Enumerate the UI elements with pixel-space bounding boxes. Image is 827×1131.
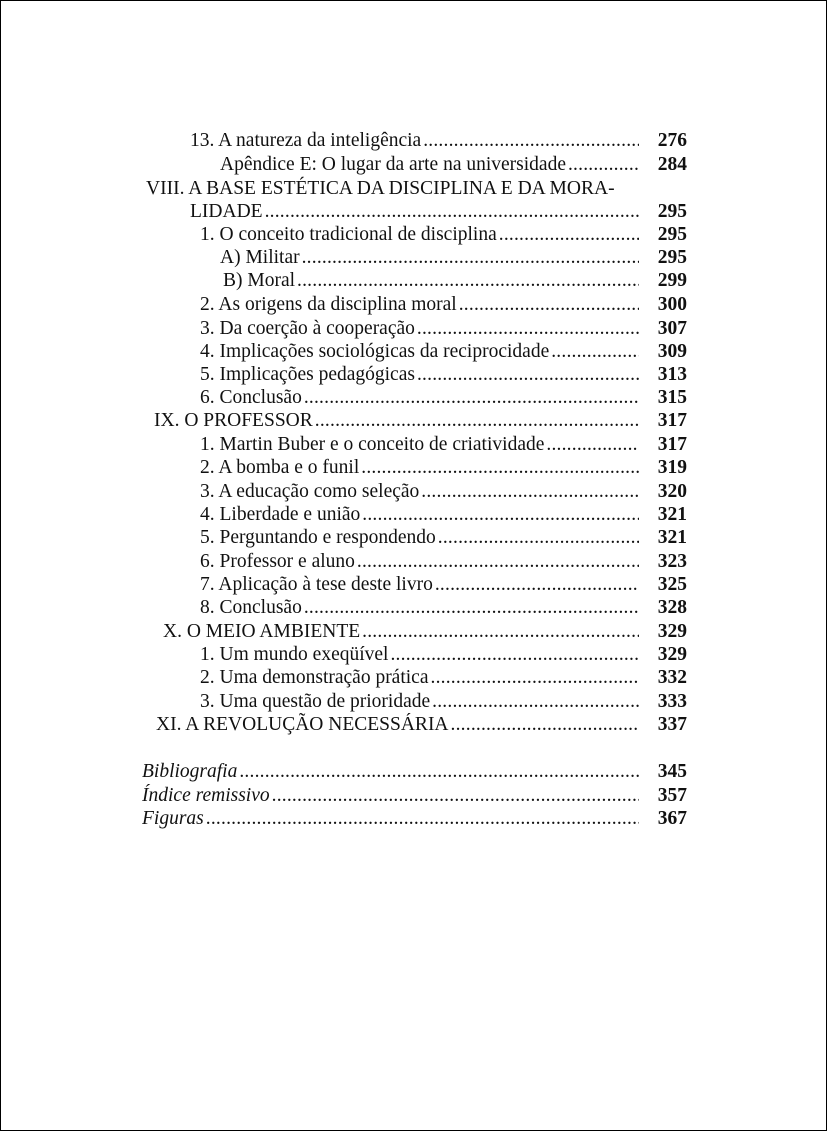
- toc-entry-label: Índice remissivo: [142, 785, 270, 806]
- toc-entry-label: 4. Implicações sociológicas da reciprocidade: [200, 341, 550, 362]
- toc-entry: [200, 456, 687, 480]
- toc-entry-label: Figuras: [142, 808, 204, 829]
- toc-entry-label: LIDADE: [190, 201, 263, 222]
- toc-entry-label: 1. Um mundo exeqüível: [200, 644, 389, 665]
- toc-entry: [200, 643, 687, 667]
- toc-entry: [200, 666, 687, 690]
- toc-entry-label: 3. Uma questão de prioridade: [200, 691, 431, 712]
- toc-entry-page: 333: [657, 691, 687, 712]
- toc-entry-page: 295: [657, 247, 687, 268]
- toc-entry-page: 320: [657, 481, 687, 502]
- toc-entry-page: 357: [657, 785, 687, 806]
- toc-entry-page: 325: [657, 574, 687, 595]
- toc-entry-label: 3. Da coerção à cooperação: [200, 318, 415, 339]
- toc-entry-label: 5. Perguntando e respondendo: [200, 527, 436, 548]
- toc-entry-page: 345: [657, 761, 687, 782]
- toc-entry: [200, 433, 687, 457]
- toc-entry-label: B) Moral: [223, 270, 296, 291]
- toc-entry-page: 315: [657, 387, 687, 408]
- toc-entry: [146, 177, 687, 201]
- toc-entry: [200, 503, 687, 527]
- toc-entry: [200, 363, 687, 387]
- toc-entry: [142, 807, 687, 831]
- toc-entry-page: 332: [657, 667, 687, 688]
- toc-entry-label: VIII. A BASE ESTÉTICA DA DISCIPLINA E DA MORA-: [146, 178, 615, 199]
- toc-entry: [200, 223, 687, 247]
- toc-entry-label: 5. Implicações pedagógicas: [200, 364, 415, 385]
- toc-entry-page: 295: [657, 224, 687, 245]
- toc-entry: [200, 480, 687, 504]
- toc-entry-page: 284: [657, 154, 687, 175]
- toc-entry-label: X. O MEIO AMBIENTE: [163, 621, 361, 642]
- toc-entry-label: 1. O conceito tradicional de disciplina: [200, 224, 497, 245]
- toc-entry-label: 4. Liberdade e união: [200, 504, 361, 525]
- toc-entry: [200, 340, 687, 364]
- toc-entry: [163, 620, 687, 644]
- toc-entry-label: 2. Uma demonstração prática: [200, 667, 429, 688]
- toc-entry-page: 317: [657, 410, 687, 431]
- toc-entry-page: 323: [657, 551, 687, 572]
- toc-entry-label: 6. Conclusão: [200, 387, 302, 408]
- toc-entry-page: 300: [657, 294, 687, 315]
- toc-entry-page: 328: [657, 597, 687, 618]
- toc-entry-page: 276: [657, 130, 687, 151]
- toc-entry: [142, 784, 687, 808]
- toc-entry-label: 7. Aplicação à tese deste livro: [200, 574, 433, 595]
- toc-entry: [200, 690, 687, 714]
- toc-entry: [190, 200, 687, 224]
- toc-entry-label: 2. As origens da disciplina moral: [200, 294, 457, 315]
- toc-entry-page: 319: [657, 457, 687, 478]
- toc-entry-page: 367: [657, 808, 687, 829]
- toc-entry-page: 299: [657, 270, 687, 291]
- toc-entry: [156, 713, 687, 737]
- toc-entry-page: 307: [657, 318, 687, 339]
- toc-entry: [220, 153, 687, 177]
- toc-entry-page: 321: [657, 504, 687, 525]
- toc-entry-label: 6. Professor e aluno: [200, 551, 355, 572]
- toc-entry-page: 309: [657, 341, 687, 362]
- toc-entry-page: 321: [657, 527, 687, 548]
- toc-entry-label: 3. A educação como seleção: [200, 481, 420, 502]
- toc-entry: [200, 573, 687, 597]
- toc-entry: [200, 526, 687, 550]
- toc-entry-page: 337: [657, 714, 687, 735]
- toc-entry-label: 13. A natureza da inteligência: [190, 130, 422, 151]
- toc-entry-page: 329: [657, 621, 687, 642]
- toc-entry: [190, 129, 687, 153]
- toc-entry: [200, 317, 687, 341]
- toc-entry: [142, 760, 687, 784]
- toc-entry-label: A) Militar: [220, 247, 300, 268]
- toc-entry-page: 317: [657, 434, 687, 455]
- toc-entry-page: 313: [657, 364, 687, 385]
- toc-entry-label: Bibliografia: [142, 761, 238, 782]
- toc-entry: [223, 269, 687, 293]
- toc-entry: [200, 293, 687, 317]
- toc-entry: [200, 596, 687, 620]
- toc-entry-page: 329: [657, 644, 687, 665]
- toc-entry: [154, 409, 687, 433]
- toc-entry-label: 8. Conclusão: [200, 597, 302, 618]
- toc-entry: [200, 550, 687, 574]
- toc-entry-label: 1. Martin Buber e o conceito de criatividade: [200, 434, 545, 455]
- toc-entry-page: 295: [657, 201, 687, 222]
- toc-entry-label: Apêndice E: O lugar da arte na universidade: [220, 154, 566, 175]
- table-of-contents: [1, 1, 826, 1130]
- toc-entry-label: XI. A REVOLUÇÃO NECESSÁRIA: [156, 714, 449, 735]
- toc-entry: [200, 386, 687, 410]
- toc-entry-label: IX. O PROFESSOR: [154, 410, 313, 431]
- toc-entry: [220, 246, 687, 270]
- toc-entry-label: 2. A bomba e o funil: [200, 457, 360, 478]
